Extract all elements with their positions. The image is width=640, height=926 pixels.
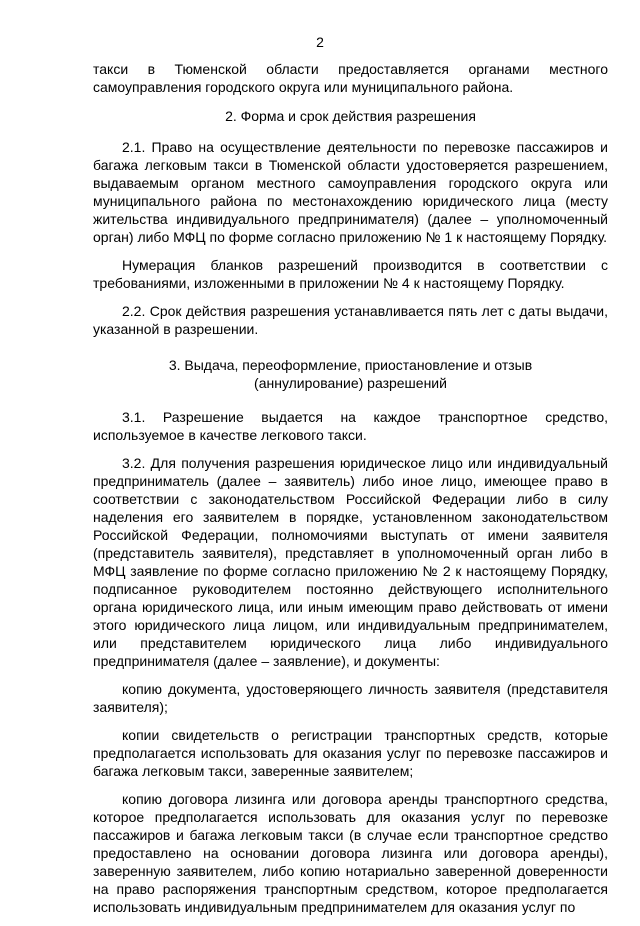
paragraph: такси в Тюменской области предоставляется органами местного самоуправления городского округа или муниципального района. [93,61,608,95]
paragraph: Нумерация бланков разрешений производится в соответствии с требованиями, изложенными в приложении № 4 к настоящему Порядку. [93,257,608,291]
section-heading: 3. Выдача, переоформление, приостановление и отзыв (аннулирование) разрешений [168,357,533,391]
page-number: 2 [316,34,324,50]
paragraph: копию договора лизинга или договора аренды транспортного средства, которое предполагается использовать для оказания услуг по перевозке пассажиров и багажа легковым такси (в случае если транспортное средство предоставлено на основании договора лизинга или договора аренды), заверенную заявителем, либо копию нотариально заверенной доверенности на право распоряжения транспортным средством, которое предполагается использовать индивидуальным предпринимателем для оказания услуг по [93,791,608,915]
document-body [93,60,608,926]
section-heading: 2. Форма и срок действия разрешения [225,108,476,124]
paragraph: 3.1. Разрешение выдается на каждое транспортное средство, используемое в качестве легкового такси. [93,409,608,443]
paragraph: копии свидетельств о регистрации транспортных средств, которые предполагается использовать для оказания услуг по перевозке пассажиров и багажа легковым такси, заверенные заявителем; [93,727,608,779]
paragraph: 2.1. Право на осуществление деятельности по перевозке пассажиров и багажа легковым такси в Тюменской области удостоверяется разрешением, выдаваемым органом местного самоуправления городского округа или муниципального района по местонахождению юридического лица (месту жительства индивидуального предпринимателя) (далее – уполномоченный орган) либо МФЦ по форме согласно приложению № 1 к настоящему Порядку. [93,139,608,245]
paragraph: 2.2. Срок действия разрешения устанавливается пять лет с даты выдачи, указанной в разрешении. [93,303,608,337]
paragraph: копию документа, удостоверяющего личность заявителя (представителя заявителя); [93,681,608,715]
paragraph: 3.2. Для получения разрешения юридическое лицо или индивидуальный предприниматель (далее – заявитель) либо иное лицо, имеющее право в соответствии с законодательством Российской Федерации либо в силу наделения его заявителем в порядке, установленном законодательством Российской Федерации, полномочиями выступать от имени заявителя (представитель заявителя), представляет в уполномоченный орган либо в МФЦ заявление по форме согласно приложению № 2 к настоящему Порядку, подписанное руководителем постоянно действующего исполнительного органа юридического лица, или иным имеющим право действовать от имени этого юридического лица лицом, или индивидуальным предпринимателем, или представителем юридического лица либо индивидуального предпринимателя (далее – заявление), и документы: [93,455,608,669]
